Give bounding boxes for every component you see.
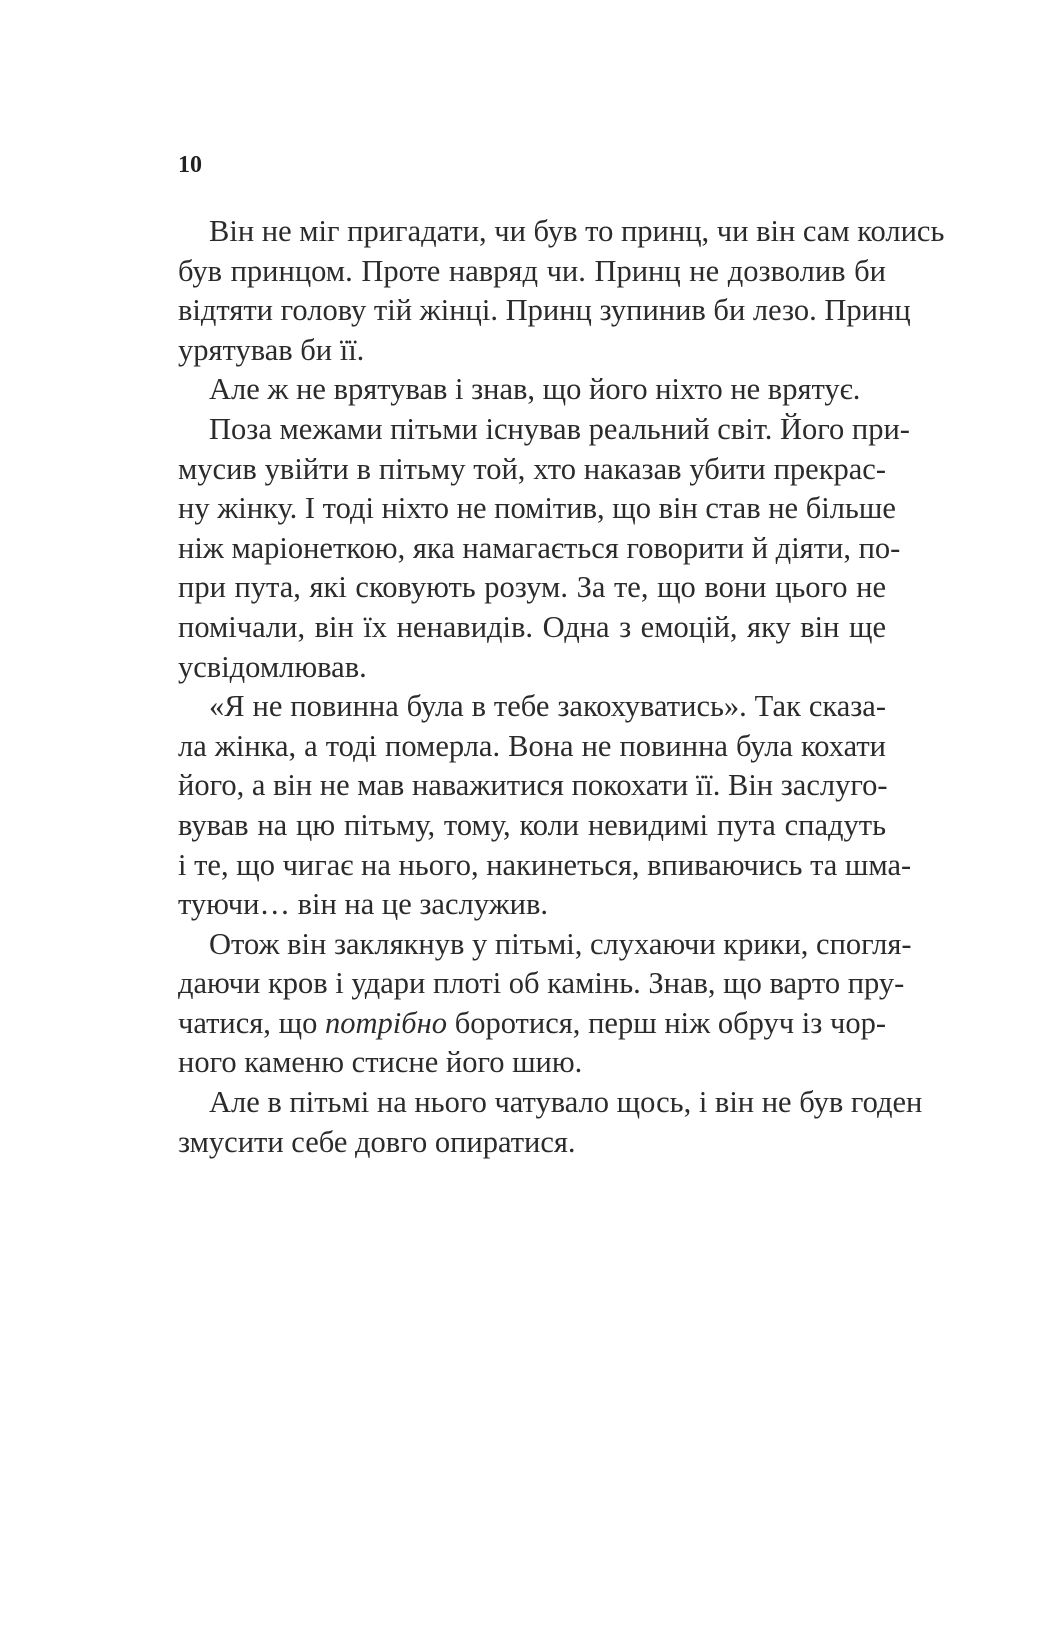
text-line-with-emphasis	[178, 1004, 886, 1044]
text-line: Але в пітьмі на нього чатувало щось, і він не був годен	[209, 1085, 923, 1120]
text-line: ну жінку. І тоді ніхто не помітив, що він став не більше	[178, 491, 896, 526]
text-line: «Я не повинна була в тебе закохуватись». Так сказа-	[209, 689, 886, 724]
text-line: ла жінка, а тоді померла. Вона не повинна була кохати	[178, 728, 886, 763]
text-line: урятував би її.	[178, 332, 365, 367]
text-line: ного каменю стисне його шию.	[178, 1045, 583, 1080]
text-line: змусити себе довго опиратися.	[178, 1124, 576, 1159]
paragraph	[178, 687, 912, 925]
text-line: і те, що чигає на нього, накинеться, впиваючись та шма-	[178, 847, 912, 882]
text-line: вував на цю пітьму, тому, коли невидимі пута спадуть	[178, 807, 886, 842]
text-line: був принцом. Проте навряд чи. Принц не дозволив би	[178, 253, 886, 288]
paragraph	[178, 212, 945, 370]
text-line: помічали, він їх ненавидів. Одна з емоцій, яку він ще	[178, 609, 886, 644]
page-number: 10	[178, 152, 202, 178]
text-line: Він не міг пригадати, чи був то принц, чи він сам колись	[209, 214, 945, 248]
paragraph	[178, 1083, 923, 1162]
emphasized-word: потрібно	[325, 1005, 448, 1040]
text-fragment: чатися, що	[178, 1005, 326, 1040]
text-fragment: боротися, перш ніж обруч із чор-	[447, 1005, 886, 1040]
text-line: його, а він не мав наважитися покохати її. Він заслуго-	[178, 768, 888, 803]
text-line: даючи кров і удари плоті об камінь. Знав, що варто пру-	[178, 966, 905, 1001]
text-line: ніж маріонеткою, яка намагається говорити й діяти, по-	[178, 530, 901, 565]
paragraph	[178, 410, 910, 687]
text-line: усвідомлював.	[178, 649, 367, 684]
text-line: відтяти голову тій жінці. Принц зупинив би лезо. Принц	[178, 293, 911, 328]
text-line: Але ж не врятував і знав, що його ніхто не врятує.	[209, 372, 861, 407]
body-text	[178, 212, 945, 1162]
text-line: Поза межами пітьми існував реальний світ. Його при-	[209, 411, 910, 446]
paragraph	[178, 370, 886, 410]
text-line: при пута, які сковують розум. За те, що вони цього не	[178, 570, 886, 605]
text-line: Отож він заклякнув у пітьмі, слухаючи крики, спогля-	[209, 926, 912, 961]
text-line: мусив увійти в пітьму той, хто наказав убити прекрас-	[178, 451, 886, 486]
text-line: туючи… він на це заслужив.	[178, 887, 548, 922]
paragraph	[178, 925, 912, 1083]
